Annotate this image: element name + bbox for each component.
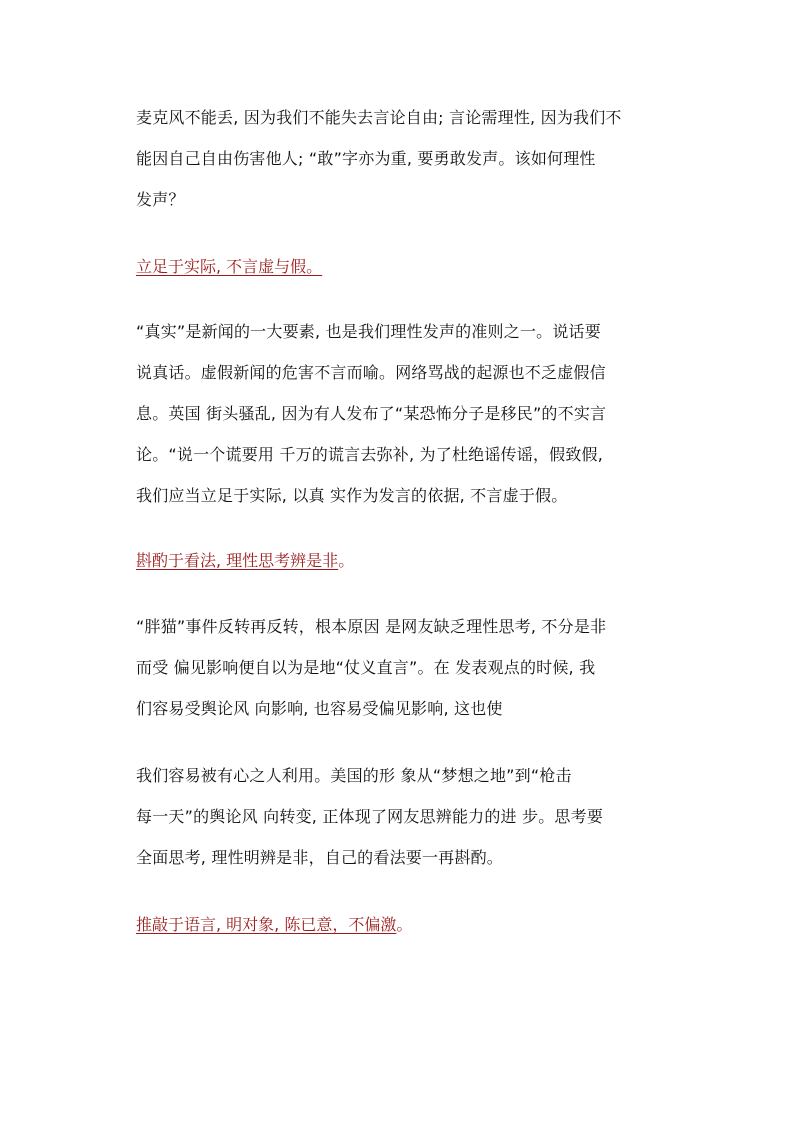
paragraph-2-line-4: 论。“说一个谎要用 千万的谎言去弥补, 为了杜绝谣传谣，假致假, [136,445,604,464]
paragraph-2-line-5: 我们应当立足于实际, 以真 实作为发言的依据, 不言虚于假。 [136,486,568,505]
section-heading-3-punct: 。 [396,915,413,934]
paragraph-2-line-1: “真实”是新闻的一大要素, 也是我们理性发声的准则之一。说话要 [136,322,601,341]
paragraph-3-line-1: “胖猫”事件反转再反转，根本原因 是网友缺乏理性思考, 不分是非 [136,617,607,636]
paragraph-4-line-3: 全面思考, 理性明辨是非，自己的看法要一再斟酌。 [136,848,503,867]
paragraph-2-line-2: 说真话。虚假新闻的危害不言而喻。网络骂战的起源也不乏虚假信 [136,363,606,382]
section-heading-1 [136,257,322,277]
paragraph-1-line-2: 能因自己自由伤害他人; “敢”字亦为重, 要勇敢发声。该如何理性 [136,149,596,168]
paragraph-3-line-3: 们容易受舆论风 向影响, 也容易受偏见影响, 这也使 [136,699,503,718]
section-heading-1-text: 立足于实际, 不言虚与假。 [136,257,323,276]
section-heading-2-punct: 。 [338,551,355,570]
section-heading-2-text: 斟酌于看法, 理性思考辨是非 [136,551,339,570]
paragraph-1-line-3: 发声？ [136,190,185,209]
paragraph-2-line-3: 息。英国 街头骚乱, 因为有人发布了“某恐怖分子是移民”的不实言 [136,404,607,423]
section-heading-3 [136,915,412,935]
section-heading-3-text: 推敲于语言, 明对象, 陈已意，不偏激 [136,915,397,934]
paragraph-3-line-2: 而受 偏见影响便自以为是地“仗义直言”。在 发表观点的时候, 我 [136,658,596,677]
section-heading-2 [136,551,354,571]
paragraph-1-line-1: 麦克风不能丢, 因为我们不能失去言论自由; 言论需理性, 因为我们不 [136,108,622,127]
paragraph-4-line-1: 我们容易被有心之人利用。美国的形 象从“梦想之地”到“枪击 [136,766,572,785]
paragraph-4-line-2: 每一天”的舆论风 向转变, 正体现了网友思辨能力的进 步。思考要 [136,807,604,826]
